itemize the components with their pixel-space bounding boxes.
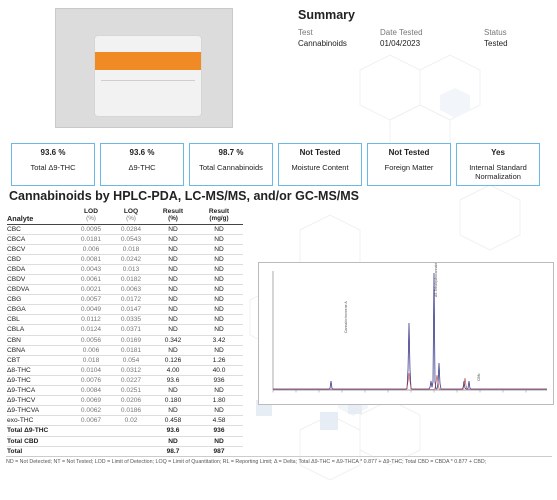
kpi-label: Δ9-THC (128, 163, 156, 172)
loq-cell: 0.0206 (111, 396, 151, 406)
result-pct-cell: ND (151, 224, 195, 234)
loq-cell: 0.0312 (111, 365, 151, 375)
result-mg-cell: ND (195, 305, 243, 315)
lod-cell: 0.0049 (71, 305, 111, 315)
header-result-pct-label: Result (162, 208, 184, 215)
loq-cell: 0.0335 (111, 315, 151, 325)
product-photo (55, 8, 233, 128)
loq-cell (111, 436, 151, 446)
footnote: ND = Not Detected; NT = Not Tested; LOD = Limit of Detection; LOQ = Limit of Quantitation; RL = Reporting Limit; Δ = Delta; Total Δ9-THC = Δ9-THCA * 0.877 + Δ9-THC; Total CBD = CBDA * 0.877 + CBD; (6, 459, 487, 465)
orange-packet (95, 52, 201, 70)
kpi-d9-thc (100, 143, 184, 186)
table-row (7, 315, 243, 325)
analyte-cell: CBG (7, 295, 71, 305)
result-pct-cell: ND (151, 264, 195, 274)
result-pct-cell: 4.00 (151, 365, 195, 375)
table-row (7, 375, 243, 385)
result-pct-cell: ND (151, 285, 195, 295)
header-result-mg (195, 209, 243, 224)
result-pct-cell: ND (151, 315, 195, 325)
loq-cell: 0.0284 (111, 224, 151, 234)
lod-cell: 0.0043 (71, 264, 111, 274)
result-mg-cell: ND (195, 224, 243, 234)
kpi-value: 93.6 % (129, 148, 155, 157)
summary-test-label: Test (298, 28, 313, 37)
table-row (7, 234, 243, 244)
result-pct-cell: ND (151, 234, 195, 244)
result-pct-cell: 0.126 (151, 355, 195, 365)
header-loq (111, 209, 151, 224)
table-total-row (7, 426, 243, 436)
result-pct-cell: ND (151, 436, 195, 446)
lod-cell: 0.0095 (71, 224, 111, 234)
analyte-cell: CBNA (7, 345, 71, 355)
lod-cell: 0.0067 (71, 416, 111, 426)
analyte-cell: Total (7, 446, 71, 456)
kpi-total-cannabinoids (189, 143, 273, 186)
loq-cell: 0.018 (111, 244, 151, 254)
table-row (7, 345, 243, 355)
loq-cell: 0.0186 (111, 406, 151, 416)
lod-cell: 0.0181 (71, 234, 111, 244)
analyte-cell: CBCV (7, 244, 71, 254)
table-row (7, 275, 243, 285)
table-row (7, 396, 243, 406)
kpi-value: Not Tested (388, 148, 430, 157)
analyte-cell: Δ9-THCA (7, 386, 71, 396)
result-mg-cell: ND (195, 234, 243, 244)
result-mg-cell: 4.58 (195, 416, 243, 426)
lod-cell: 0.0081 (71, 254, 111, 264)
footer-divider (6, 456, 552, 457)
analyte-cell: CBN (7, 335, 71, 345)
header-result-pct-unit: (%) (168, 214, 178, 222)
analyte-cell: CBT (7, 355, 71, 365)
chromatogram-peak-label: Δ9-Tetrahydrocannabinol (434, 263, 438, 297)
kpi-value: Yes (491, 148, 505, 157)
result-mg-cell: ND (195, 295, 243, 305)
table-row (7, 386, 243, 396)
kpi-label: Moisture Content (291, 163, 349, 172)
lod-cell (71, 436, 111, 446)
result-pct-cell: ND (151, 386, 195, 396)
result-pct-cell: 0.342 (151, 335, 195, 345)
header-result-mg-label: Result (208, 208, 230, 215)
chromatogram-panel (258, 262, 554, 405)
summary-date (380, 28, 423, 48)
analyte-cell: CBDVA (7, 285, 71, 295)
result-mg-cell: ND (195, 275, 243, 285)
lod-cell (71, 426, 111, 436)
result-pct-cell: ND (151, 406, 195, 416)
table-row (7, 335, 243, 345)
result-mg-cell: ND (195, 325, 243, 335)
table-row (7, 244, 243, 254)
cannabinoid-results-table (7, 209, 243, 457)
result-mg-cell: ND (195, 264, 243, 274)
kpi-value: 98.7 % (218, 148, 244, 157)
result-pct-cell: 0.458 (151, 416, 195, 426)
kpi-label: Total Cannabinoids (199, 163, 263, 172)
analyte-cell: CBDA (7, 264, 71, 274)
result-pct-cell: 98.7 (151, 446, 195, 456)
chromatogram-plot (259, 263, 553, 404)
lod-cell: 0.0021 (71, 285, 111, 295)
lod-cell (71, 446, 111, 456)
kpi-label: Foreign Matter (384, 163, 434, 172)
result-mg-cell: 40.0 (195, 365, 243, 375)
table-body (7, 224, 243, 456)
loq-cell: 0.0371 (111, 325, 151, 335)
header-lod-label: LOD (84, 208, 98, 215)
result-mg-cell: 3.42 (195, 335, 243, 345)
result-mg-cell: ND (195, 406, 243, 416)
result-mg-cell: ND (195, 254, 243, 264)
result-pct-cell: ND (151, 345, 195, 355)
lod-cell: 0.0112 (71, 315, 111, 325)
result-pct-cell: ND (151, 244, 195, 254)
result-pct-cell: ND (151, 275, 195, 285)
result-mg-cell: 1.80 (195, 396, 243, 406)
loq-cell: 0.054 (111, 355, 151, 365)
loq-cell: 0.0181 (111, 345, 151, 355)
kpi-total-d9-thc (11, 143, 95, 186)
table-row (7, 325, 243, 335)
table-row (7, 355, 243, 365)
lod-cell: 0.0124 (71, 325, 111, 335)
header-loq-label: LOQ (123, 208, 139, 215)
loq-cell: 0.02 (111, 416, 151, 426)
loq-cell (111, 446, 151, 456)
loq-cell: 0.0251 (111, 386, 151, 396)
lod-cell: 0.006 (71, 345, 111, 355)
table-total-row (7, 446, 243, 456)
chromatogram-peak-label: CBN (477, 373, 481, 381)
loq-cell: 0.013 (111, 264, 151, 274)
header-analyte: Analyte (7, 213, 34, 223)
analyte-cell: CBD (7, 254, 71, 264)
lod-cell: 0.0084 (71, 386, 111, 396)
analyte-cell: Total Δ9-THC (7, 426, 71, 436)
analyte-cell: CBCA (7, 234, 71, 244)
loq-cell: 0.0182 (111, 275, 151, 285)
result-mg-cell: 936 (195, 426, 243, 436)
table-row (7, 416, 243, 426)
summary-status (484, 28, 508, 48)
result-mg-cell: ND (195, 386, 243, 396)
result-mg-cell: ND (195, 315, 243, 325)
analyte-cell: CBC (7, 224, 71, 234)
result-pct-cell: 93.6 (151, 375, 195, 385)
result-mg-cell: ND (195, 244, 243, 254)
kpi-label: Total Δ9-THC (30, 163, 76, 172)
result-pct-cell: 93.6 (151, 426, 195, 436)
result-mg-cell: ND (195, 436, 243, 446)
result-pct-cell: ND (151, 295, 195, 305)
table-row (7, 295, 243, 305)
table-row (7, 406, 243, 416)
table-header-row (7, 209, 243, 224)
lod-cell: 0.0076 (71, 375, 111, 385)
analyte-cell: CBGA (7, 305, 71, 315)
lod-cell: 0.006 (71, 244, 111, 254)
sample-bag (94, 35, 202, 117)
loq-cell: 0.0227 (111, 375, 151, 385)
loq-cell: 0.0063 (111, 285, 151, 295)
summary-date-label: Date Tested (380, 28, 423, 37)
analyte-cell: Δ9-THC (7, 375, 71, 385)
summary-status-label: Status (484, 28, 507, 37)
kpi-value: 93.6 % (40, 148, 66, 157)
result-mg-cell: 987 (195, 446, 243, 456)
loq-cell: 0.0169 (111, 335, 151, 345)
analyte-cell: Total CBD (7, 436, 71, 446)
summary-test-value: Cannabinoids (298, 39, 347, 48)
loq-cell (111, 426, 151, 436)
header-lod (71, 209, 111, 224)
summary-status-value: Tested (484, 39, 508, 48)
result-mg-cell: 936 (195, 375, 243, 385)
lod-cell: 0.0056 (71, 335, 111, 345)
analyte-cell: Δ9-THCV (7, 396, 71, 406)
lod-cell: 0.0061 (71, 275, 111, 285)
kpi-value: Not Tested (299, 148, 341, 157)
loq-cell: 0.0543 (111, 234, 151, 244)
table-total-row (7, 436, 243, 446)
section-title: Cannabinoids by HPLC-PDA, LC-MS/MS, and/or GC-MS/MS (9, 189, 359, 203)
summary-test (298, 28, 347, 48)
analyte-cell: Δ9-THCVA (7, 406, 71, 416)
kpi-foreign-matter (367, 143, 451, 186)
result-mg-cell: ND (195, 285, 243, 295)
kpi-row (11, 143, 541, 186)
summary-title: Summary (298, 8, 355, 22)
bag-fold (101, 80, 195, 81)
summary-date-value: 01/04/2023 (380, 39, 421, 48)
result-pct-cell: ND (151, 305, 195, 315)
summary-section (298, 8, 508, 48)
lod-cell: 0.0104 (71, 365, 111, 375)
table-row (7, 264, 243, 274)
analyte-cell: exo-THC (7, 416, 71, 426)
lod-cell: 0.0057 (71, 295, 111, 305)
result-mg-cell: 1.26 (195, 355, 243, 365)
analyte-cell: CBDV (7, 275, 71, 285)
table-row (7, 305, 243, 315)
lod-cell: 0.018 (71, 355, 111, 365)
header-result-mg-unit: (mg/g) (209, 214, 229, 222)
result-pct-cell: ND (151, 254, 195, 264)
header-loq-unit: (%) (126, 214, 136, 222)
result-pct-cell: 0.180 (151, 396, 195, 406)
kpi-moisture-content (278, 143, 362, 186)
table-row (7, 224, 243, 234)
kpi-internal-standard (456, 143, 540, 186)
analyte-cell: CBL (7, 315, 71, 325)
table-row (7, 365, 243, 375)
analyte-cell: Δ8-THC (7, 365, 71, 375)
result-mg-cell: ND (195, 345, 243, 355)
header-lod-unit: (%) (86, 214, 96, 222)
header-result-pct (151, 209, 195, 224)
table-row (7, 254, 243, 264)
loq-cell: 0.0147 (111, 305, 151, 315)
result-pct-cell: ND (151, 325, 195, 335)
table-row (7, 285, 243, 295)
analyte-cell: CBLA (7, 325, 71, 335)
loq-cell: 0.0172 (111, 295, 151, 305)
lod-cell: 0.0062 (71, 406, 111, 416)
lod-cell: 0.0069 (71, 396, 111, 406)
kpi-label: Internal Standard Normalization (469, 163, 527, 181)
chromatogram-peak-label: Cannabichromene A (344, 301, 348, 333)
loq-cell: 0.0242 (111, 254, 151, 264)
